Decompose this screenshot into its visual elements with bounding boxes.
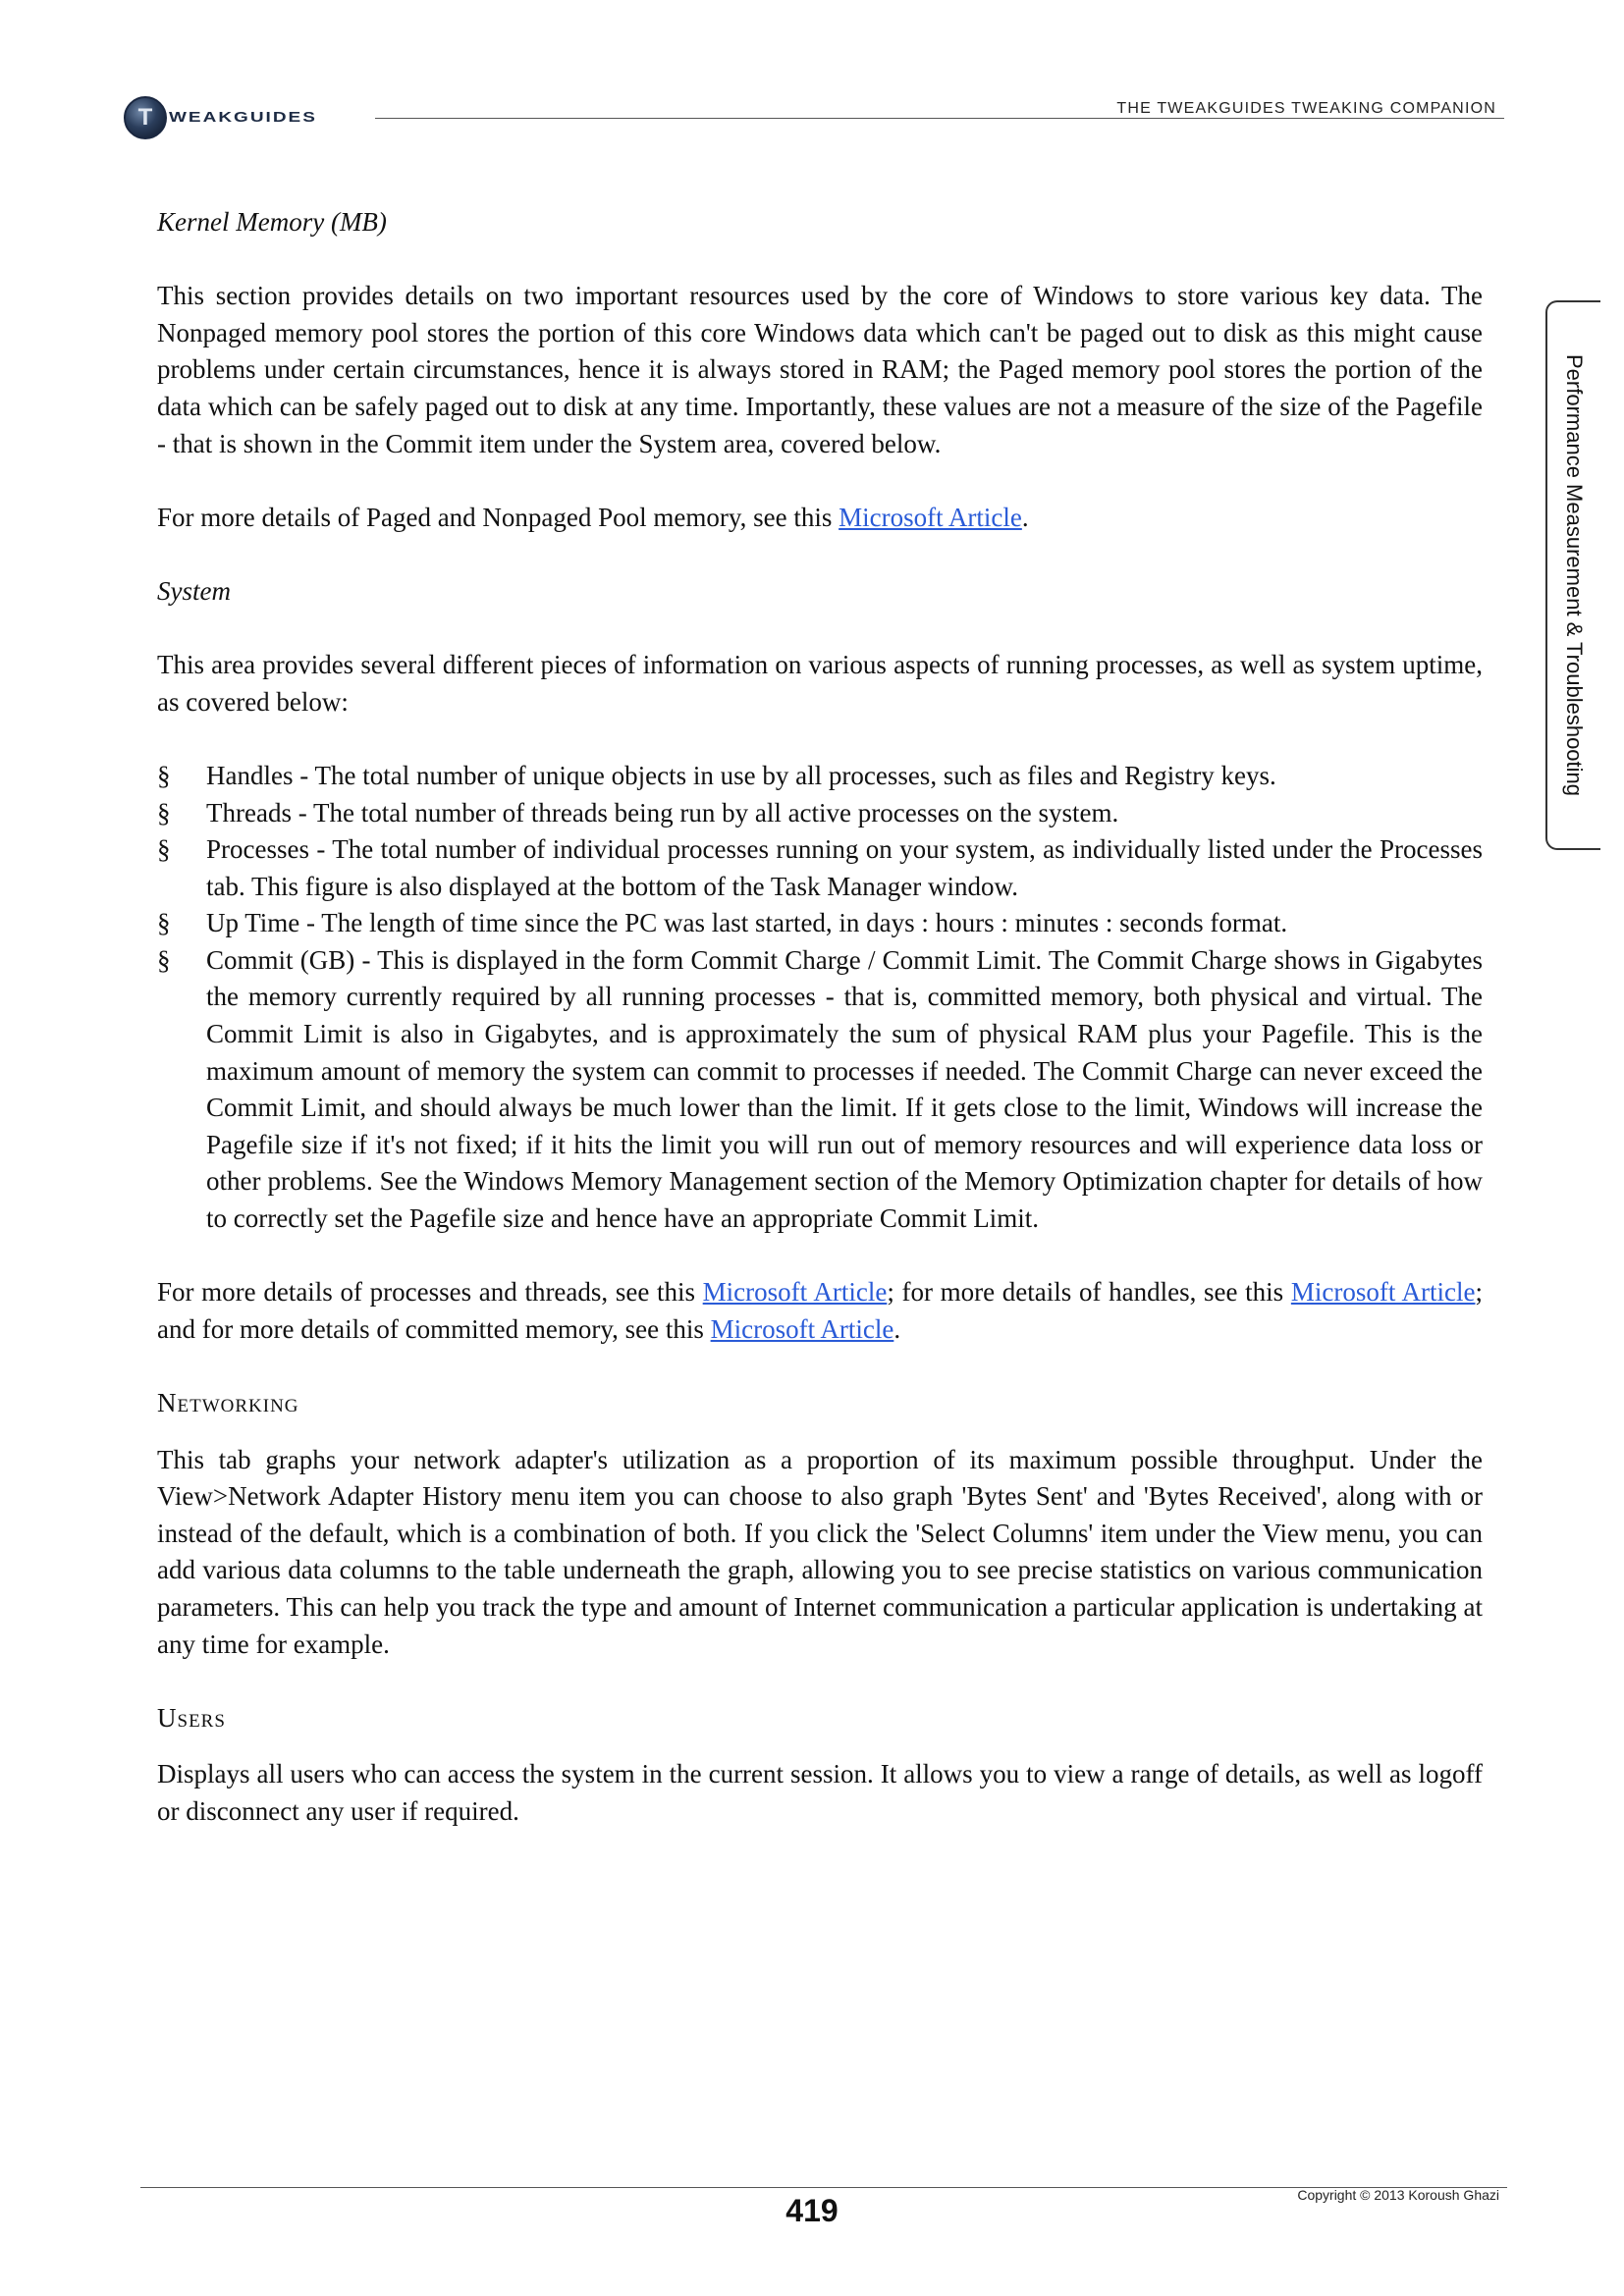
system-bullet-list [157,758,1483,1238]
main-content [157,204,1483,1831]
system-more-text-2: ; for more details of handles, see this [887,1277,1291,1308]
list-item-commit [157,942,1483,1238]
tweakguides-logo [124,95,317,140]
header-rule [375,118,1504,119]
logo-wordmark: WEAKGUIDES [169,109,317,126]
networking-paragraph: This tab graphs your network adapter's utilization as a proportion of its maximum possible throughput. Under the View>Network Adapter History menu item you can choose to also graph 'Bytes Sent' and 'Bytes Received', along with or instead of the default, which is a combination of both. If you click the 'Select Columns' item under the View menu, you can add various data columns to the table underneath the graph, allowing you to see precise statistics on various communication parameters. This can help you track the type and amount of Internet communication a particular application is undertaking at any time for example. [157,1444,1483,1659]
users-heading: Users [157,1702,226,1733]
chapter-side-tab-label: Performance Measurement & Troubleshooting [1562,353,1587,796]
list-item-threads [157,795,1483,832]
bullet-section-icon: § [157,797,171,828]
kernel-memory-paragraph: This section provides details on two important resources used by the core of Windows to store various key data. The Nonpaged memory pool stores the portion of this core Windows data which can't be paged out to disk as this might cause problems under certain circumstances, hence it is always stored in RAM; the Paged memory pool stores the portion of the data which can be safely paged out to disk at any time. Importantly, these values are not a measure of the size of the Pagefile - that is shown in the Commit item under the System area, covered below. [157,281,1483,458]
list-item-processes [157,831,1483,905]
list-item-text: Commit (GB) - This is displayed in the form Commit Charge / Commit Limit. The Commit Charge shows in Gigabytes the memory currently required by all running processes - that is, committed memory, both physical and virtual. The Commit Limit is also in Gigabytes, and is approximately the sum of physical RAM plus your Pagefile. This is the maximum amount of memory the system can commit to processes if needed. The Commit Charge can never exceed the Commit Limit, and should always be much lower than the limit. If it gets close to the limit, Windows will increase the Pagefile size if it's not fixed; if it hits the limit you will run out of memory resources and will experience data loss or other problems. See the Windows Memory Management section of the Memory Optimization chapter for details of how to correctly set the Pagefile size and hence have an appropriate Commit Limit. [206,944,1483,1234]
bullet-section-icon: § [157,834,171,865]
chapter-side-tab [1545,300,1600,850]
system-more-details [157,1274,1483,1348]
processes-threads-article-link[interactable]: Microsoft Article [702,1277,888,1308]
kernel-microsoft-article-link[interactable]: Microsoft Article [839,502,1022,532]
logo-globe-icon: T [124,96,167,139]
copyright-notice: Copyright © 2013 Koroush Ghazi [1297,2187,1499,2203]
header-title: THE TWEAKGUIDES TWEAKING COMPANION [1116,100,1496,117]
bullet-section-icon: § [157,908,171,938]
kernel-more-suffix: . [1021,502,1029,532]
system-more-text-4: . [893,1313,901,1344]
list-item-text: Up Time - The length of time since the PC was last started, in days : hours : minutes : seconds format. [206,908,1288,938]
system-heading: System [157,575,231,606]
networking-heading: Networking [157,1388,299,1417]
kernel-more-text: For more details of Paged and Nonpaged Pool memory, see this [157,502,839,532]
users-paragraph: Displays all users who can access the system in the current session. It allows you to view a range of details, as well as logoff or disconnect any user if required. [157,1759,1483,1826]
system-intro-paragraph: This area provides several different pieces of information on various aspects of running processes, as well as system uptime, as covered below: [157,650,1483,717]
bullet-section-icon: § [157,944,171,975]
system-more-text-3: ; and for more details of committed memory, see this [157,1277,1483,1344]
list-item-handles [157,758,1483,795]
list-item-text: Handles - The total number of unique objects in use by all processes, such as files and Registry keys. [206,760,1276,790]
committed-memory-article-link[interactable]: Microsoft Article [710,1313,894,1344]
system-more-text-1: For more details of processes and threads, see this [157,1277,703,1308]
page-number: 419 [785,2193,839,2228]
kernel-memory-heading: Kernel Memory (MB) [157,207,387,237]
list-item-text: Threads - The total number of threads being run by all active processes on the system. [206,797,1119,828]
list-item-up-time [157,905,1483,942]
handles-article-link[interactable]: Microsoft Article [1290,1277,1476,1308]
list-item-text: Processes - The total number of individual processes running on your system, as individually listed under the Processes tab. This figure is also displayed at the bottom of the Task Manager window. [206,834,1483,901]
bullet-section-icon: § [157,760,171,790]
kernel-more-details [157,500,1483,537]
